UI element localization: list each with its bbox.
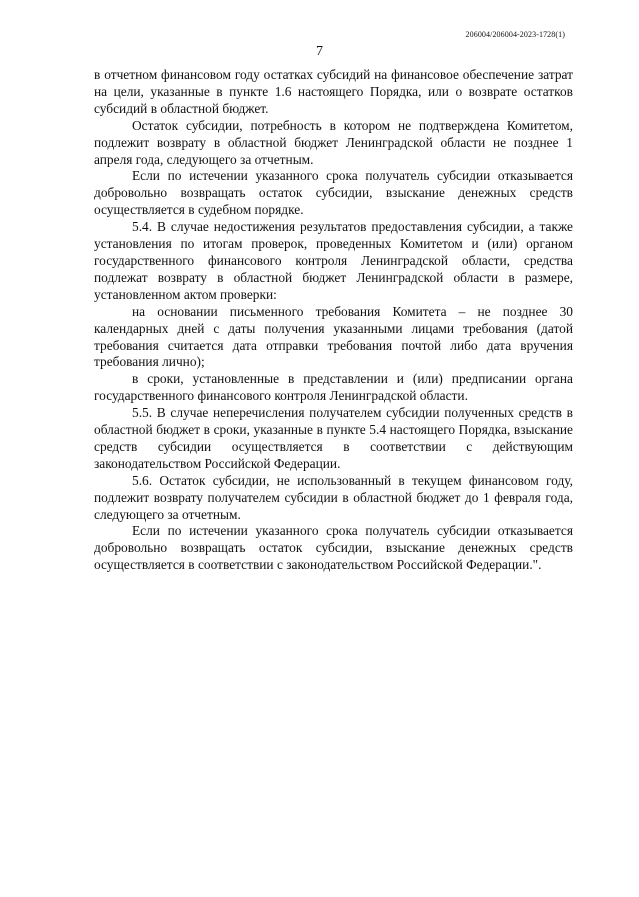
page-number: 7 xyxy=(316,44,323,59)
paragraph: 5.4. В случае недостижения результатов предоставления субсидии, а также установления по итогам проверок, проведенных Комитетом и (или) органом государственного финансового контроля Ленинградской области, средства подлежат возврату в областной бюджет Ленинградской области в размере, установленном актом проверки: xyxy=(94,219,573,302)
document-body xyxy=(94,67,573,574)
paragraph: на основании письменного требования Комитета – не позднее 30 календарных дней с даты получения указанными лицами требования (датой требования считается дата отправки требования почтой либо дата вручения требования лично); xyxy=(94,303,573,370)
paragraph: Остаток субсидии, потребность в котором не подтверждена Комитетом, подлежит возврату в областной бюджет Ленинградской области не позднее 1 апреля года, следующего за отчетным. xyxy=(94,117,573,167)
paragraph: 5.5. В случае неперечисления получателем субсидии полученных средств в областной бюджет в сроки, указанные в пункте 5.4 настоящего Порядка, взыскание средств субсидии осуществляется в соответствии с действующим законодательством Российской Федерации. xyxy=(94,405,573,471)
paragraph: Если по истечении указанного срока получатель субсидии отказывается добровольно возвращать остаток субсидии, взыскание денежных средств осуществляется в соответствии с законодательством Российской Федерации.". xyxy=(94,523,573,573)
paragraph: в отчетном финансовом году остатках субсидий на финансовое обеспечение затрат на цели, указанные в пункте 1.6 настоящего Порядка, или о возврате остатков субсидий в областной бюджет. xyxy=(94,67,573,116)
document-id: 206004/206004-2023-1728(1) xyxy=(465,30,565,39)
paragraph: в сроки, установленные в представлении и (или) предписании органа государственного финансового контроля Ленинградской области. xyxy=(94,371,573,404)
paragraph: Если по истечении указанного срока получатель субсидии отказывается добровольно возвращать остаток субсидии, взыскание денежных средств осуществляется в судебном порядке. xyxy=(94,168,573,218)
paragraph: 5.6. Остаток субсидии, не использованный в текущем финансовом году, подлежит возврату получателем субсидии в областной бюджет до 1 февраля года, следующего за отчетным. xyxy=(94,472,573,522)
